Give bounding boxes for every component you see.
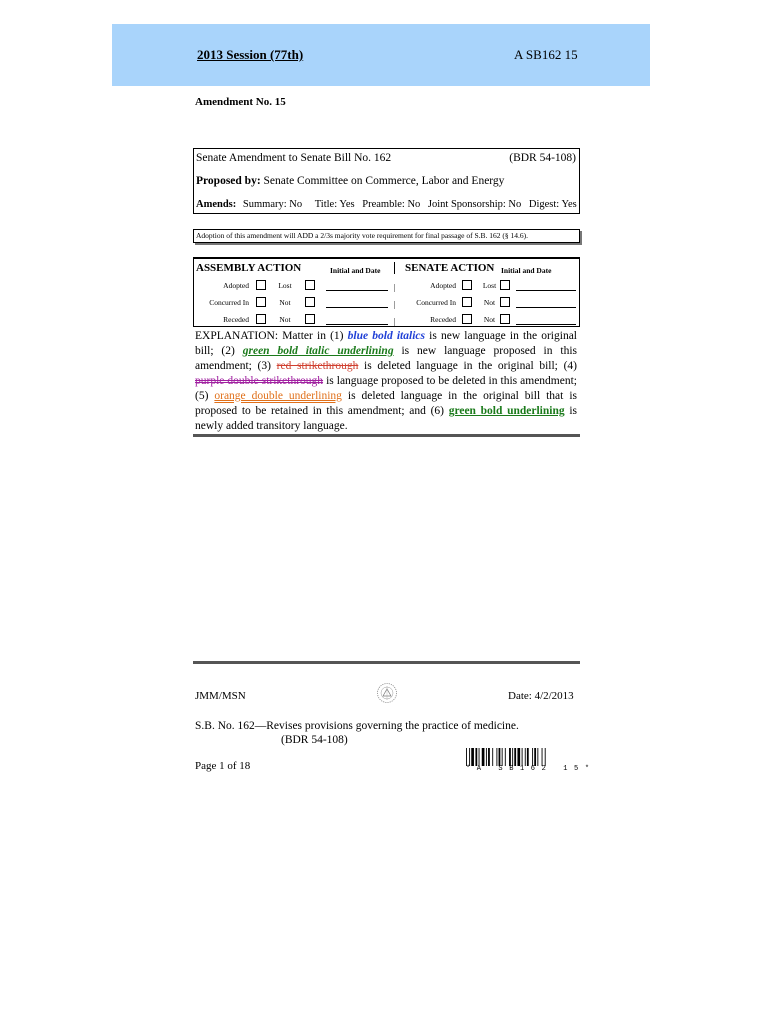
senate-not-checkbox[interactable] <box>500 314 510 324</box>
assembly-action-title: ASSEMBLY ACTION <box>196 262 302 274</box>
assembly-not-checkbox[interactable] <box>305 297 315 307</box>
explanation-text: is deleted language in the original bill that is proposed to be retained in this amendment; and (6) <box>195 390 577 417</box>
action-divider <box>394 262 395 274</box>
assembly-concurred-label: Concurred In <box>209 298 249 307</box>
senate-lost-label: Lost <box>482 281 497 290</box>
adoption-note-box <box>193 229 580 243</box>
green-bold-underline-sample: green bold underlining <box>448 405 565 417</box>
amends-preamble: Preamble: No <box>362 199 421 210</box>
senate-action-title: SENATE ACTION <box>405 262 495 274</box>
purple-double-strikethrough-sample: purple double strikethrough <box>195 375 324 387</box>
explanation-text: is new language proposed in this amendment; (3) <box>195 345 577 372</box>
session-title: 2013 Session (77th) <box>197 47 304 62</box>
assembly-not-label: Not <box>279 298 291 307</box>
amendment-date: Date: 4/2/2013 <box>508 690 574 702</box>
amends-label: Amends: <box>196 199 237 210</box>
senate-not-label: Not <box>483 315 496 324</box>
senate-not-label: Not <box>483 298 496 307</box>
nevada-seal-icon <box>376 682 398 704</box>
drafter-initials: JMM/MSN <box>195 690 246 702</box>
amendment-number: Amendment No. 15 <box>195 96 286 108</box>
assembly-adopted-label: Adopted <box>223 281 249 290</box>
summary-box <box>193 148 580 214</box>
senate-adopted-checkbox[interactable] <box>462 280 472 290</box>
section-rule-bottom <box>193 661 580 664</box>
orange-double-underline-sample: orange double underlining <box>214 390 342 402</box>
bdr-number: (BDR 54-108) <box>509 152 576 164</box>
assembly-initial-line[interactable] <box>326 307 388 308</box>
assembly-concurred-checkbox[interactable] <box>256 297 266 307</box>
section-rule-top <box>193 434 580 437</box>
explanation-text: EXPLANATION: Matter in (1) <box>195 330 348 342</box>
senate-initial-line[interactable] <box>516 290 576 291</box>
assembly-receded-checkbox[interactable] <box>256 314 266 324</box>
senate-concurred-label: Concurred In <box>416 298 456 307</box>
senate-initial-line[interactable] <box>516 324 576 325</box>
summary-bdr: (BDR 54-108) <box>281 734 348 746</box>
proposed-by-label: Proposed by: <box>196 175 261 187</box>
senate-concurred-checkbox[interactable] <box>462 297 472 307</box>
assembly-lost-checkbox[interactable] <box>305 280 315 290</box>
barcode-text: * A S B 1 6 2 1 5 * <box>466 765 591 773</box>
explanation-paragraph <box>195 329 577 434</box>
assembly-adopted-checkbox[interactable] <box>256 280 266 290</box>
amends-joint-sponsorship: Joint Sponsorship: No <box>427 199 522 210</box>
action-box <box>193 257 580 327</box>
assembly-receded-label: Receded <box>223 315 249 324</box>
explanation-text: is newly added transitory language. <box>195 405 577 432</box>
bill-id: A SB162 15 <box>514 47 578 62</box>
red-strikethrough-sample: red strikethrough <box>276 360 359 372</box>
senate-initial-line[interactable] <box>516 307 576 308</box>
proposed-by-value: Senate Committee on Commerce, Labor and Energy <box>263 175 505 187</box>
action-pipe: | <box>394 317 396 326</box>
assembly-initial-line[interactable] <box>326 290 388 291</box>
amends-digest: Digest: Yes <box>528 199 577 210</box>
senate-receded-label: Receded <box>430 315 456 324</box>
action-pipe: | <box>394 300 396 309</box>
senate-receded-checkbox[interactable] <box>462 314 472 324</box>
barcode-icon <box>466 748 578 766</box>
amends-title: Title: Yes <box>314 199 355 210</box>
assembly-initial-line[interactable] <box>326 324 388 325</box>
proposed-by <box>196 175 504 187</box>
senate-adopted-label: Adopted <box>430 281 456 290</box>
assembly-initial-date-label: Initial and Date <box>330 266 381 275</box>
blue-bold-italics-sample: blue bold italics <box>347 330 425 342</box>
page-number: Page 1 of 18 <box>195 760 251 772</box>
assembly-lost-label: Lost <box>278 281 292 290</box>
explanation-text: is language proposed to be deleted in this amendment; (5) <box>195 375 577 402</box>
senate-initial-date-label: Initial and Date <box>501 266 552 275</box>
explanation-text: is deleted language in the original bill; (4) <box>358 360 577 372</box>
amendment-title: Senate Amendment to Senate Bill No. 162 <box>196 152 392 164</box>
assembly-not-checkbox[interactable] <box>305 314 315 324</box>
assembly-not-label: Not <box>279 315 291 324</box>
amends-line <box>196 199 577 210</box>
action-pipe: | <box>394 283 396 292</box>
bill-summary: S.B. No. 162—Revises provisions governing the practice of medicine. <box>195 720 519 732</box>
amends-summary: Summary: No <box>242 199 303 210</box>
senate-lost-checkbox[interactable] <box>500 280 510 290</box>
green-bold-italic-underline-sample: green bold italic underlining <box>242 345 394 357</box>
explanation-text: is new language in the original bill; (2) <box>195 330 577 357</box>
adoption-note: Adoption of this amendment will ADD a 2/3s majority vote requirement for final passage of S.B. 162 (§ 14.6). <box>196 231 529 240</box>
senate-not-checkbox[interactable] <box>500 297 510 307</box>
